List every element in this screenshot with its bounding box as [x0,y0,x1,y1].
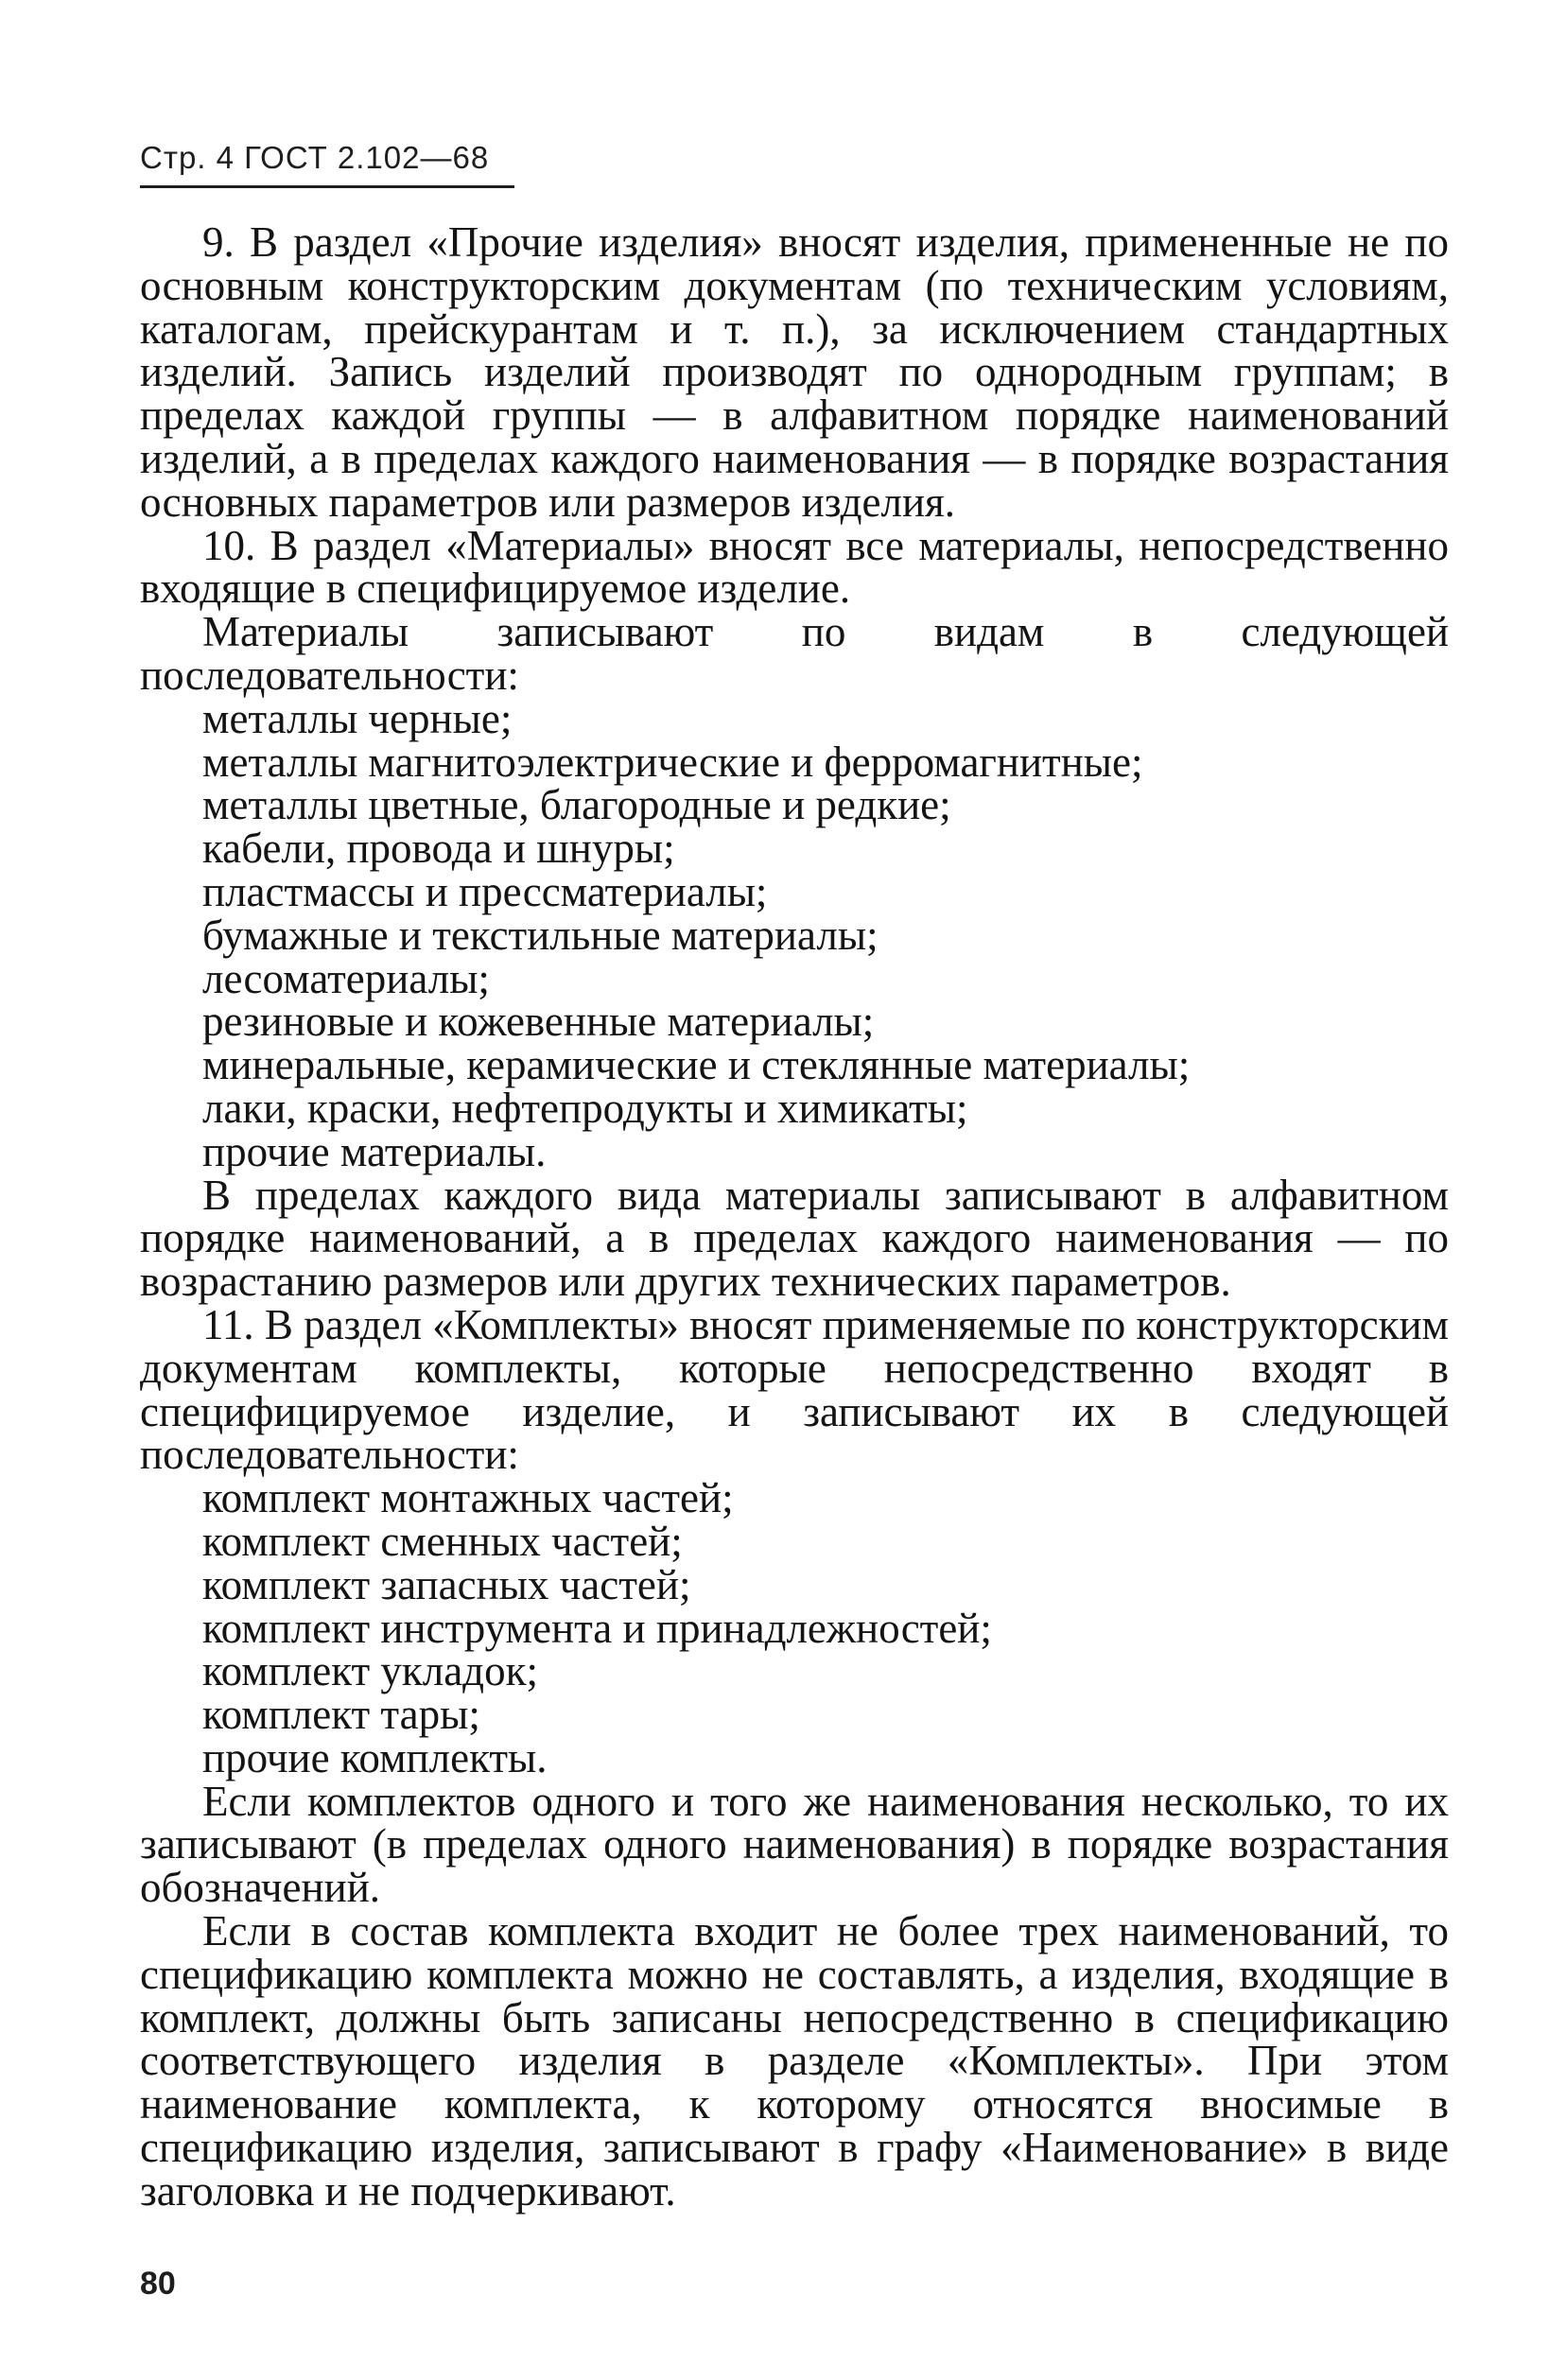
list-item: комплект сменных частей; [202,1517,683,1565]
running-head: Стр. 4 ГОСТ 2.102—68 [140,140,490,175]
kits-list [140,1474,1449,1781]
materials-order-paragraph: В пределах каждого вида материалы записывают в алфавитном порядке наименований, а в пределах каждого наименования — по возрастанию размеров или других технических параметров. [140,1171,1449,1306]
list-item: комплект запасных частей; [202,1560,691,1608]
list-item: лесоматериалы; [202,954,490,1002]
list-item: металлы цветные, благородные и редкие; [202,781,951,829]
paragraph-11: 11. В раздел «Комплекты» вносят применяемые по конструкторским документам комплекты, которые непосредственно входят в специфицируемое изделие, и записывают их в следующей последовательности: [140,1300,1449,1479]
materials-intro: Материалы записывают по видам в следующей последовательности: [140,608,1449,699]
list-item: кабели, провода и шнуры; [202,825,675,873]
list-item: пластмассы и прессматериалы; [202,867,768,915]
list-item: лаки, краски, нефтепродукты и химикаты; [202,1084,968,1132]
header-rule [140,185,514,188]
list-item: прочие комплекты. [202,1733,548,1781]
body-text [140,218,1449,2215]
list-item: комплект инструмента и принадлежностей; [202,1604,992,1652]
list-item: минеральные, керамические и стеклянные материалы; [202,1041,1191,1089]
list-item: прочие материалы. [202,1127,547,1175]
list-item: бумажные и текстильные материалы; [202,911,879,959]
page-number: 80 [140,2266,176,2302]
list-item: комплект укладок; [202,1647,538,1695]
list-item: металлы черные; [202,694,513,742]
list-item: резиновые и кожевенные материалы; [202,998,875,1046]
paragraph-10: 10. В раздел «Материалы» вносят все материалы, непосредственно входящие в специфицируемое изделие. [140,521,1449,613]
list-item: металлы магнитоэлектрические и ферромагнитные; [202,738,1143,786]
list-item: комплект тары; [202,1691,480,1739]
materials-list [140,694,1449,1175]
paragraph-9: 9. В раздел «Прочие изделия» вносят изделия, примененные не по основным конструкторским документам (по техническим условиям, каталогам, прейскурантам и т. п.), за исключением стандартных изделий. Запись изделий производят по однородным группам; в пределах каждой группы — в алфавитном порядке наименований изделий, а в пределах каждого наименования — в порядке возрастания основных параметров или размеров изделия. [140,218,1449,526]
kits-three-names-paragraph: Если в состав комплекта входит не более трех наименований, то спецификацию комплекта можно не составлять, а изделия, входящие в комплект, должны быть записаны непосредственно в спецификацию соответствующего изделия в разделе «Комплекты». При этом наименование комплекта, к которому относятся вносимые в спецификацию изделия, записывают в графу «Наименование» в виде заголовка и не подчеркивают. [140,1907,1449,2215]
kits-same-name-paragraph: Если комплектов одного и того же наименования несколько, то их записывают (в пределах одного наименования) в порядке возрастания обозначений. [140,1777,1449,1912]
list-item: комплект монтажных частей; [202,1474,734,1522]
